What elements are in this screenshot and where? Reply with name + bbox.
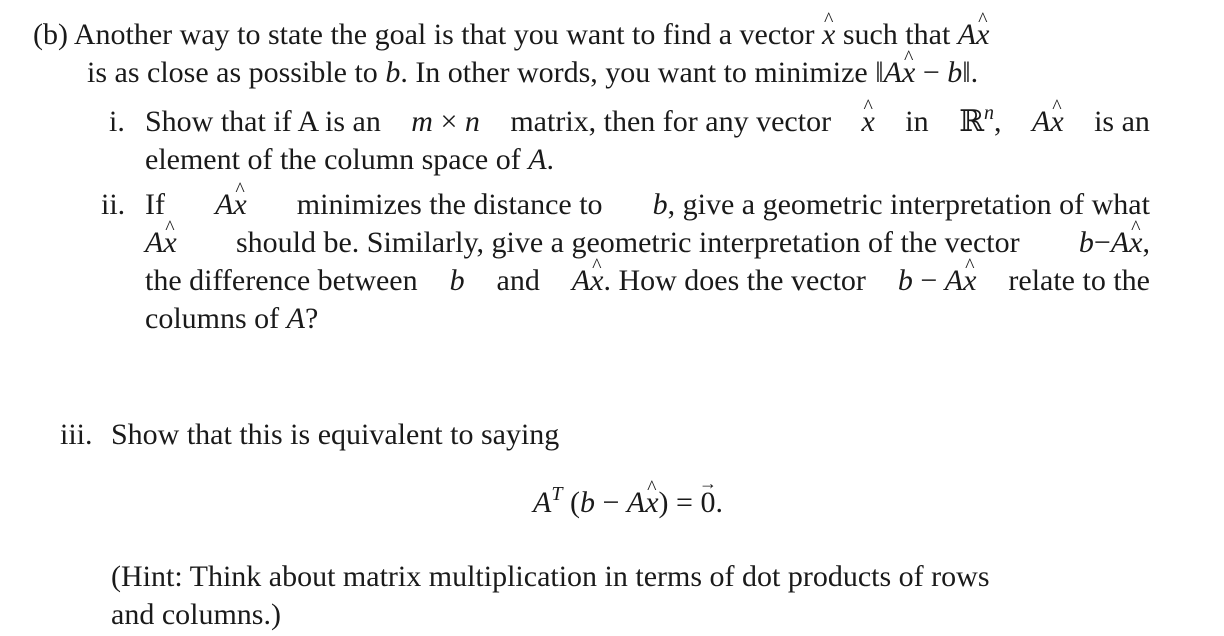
- part-b-label: (b): [33, 18, 68, 51]
- math-xhat: x ^: [822, 16, 835, 54]
- item-marker: ii.: [101, 188, 126, 221]
- hint-line-2: and columns.): [111, 598, 281, 631]
- item-ii-line-3: the difference between b and Ax ^. How does the vector b − Ax ^ relate to the: [145, 262, 1150, 300]
- item-i: [109, 102, 1150, 179]
- zero-vector: 0 →: [700, 484, 715, 522]
- item-i-line-1: Show that if A is an m × n matrix, then for any vector x ^ in ℝ$^n$, Ax ^ is an: [145, 103, 1150, 141]
- item-iii: [60, 416, 1151, 454]
- item-iii-line-1: Show that this is equivalent to saying: [111, 418, 560, 451]
- part-b-line-1: (b) Another way to state the goal is that you want to find a vector x ^ such that Ax ^: [33, 16, 1151, 54]
- math-xhat: x ^: [976, 16, 989, 54]
- item-ii-line-2: Ax ^ should be. Similarly, give a geometric interpretation of the vector b−Ax ^,: [145, 224, 1150, 262]
- hint: [111, 558, 1151, 634]
- item-ii-line-4: columns of A?: [145, 302, 319, 335]
- hint-line-1: (Hint: Think about matrix multiplication in terms of dot products of rows: [111, 560, 990, 593]
- item-marker: iii.: [60, 418, 93, 451]
- item-ii-line-1: If Ax ^ minimizes the distance to b, give a geometric interpretation of what: [145, 186, 1150, 224]
- item-ii: [101, 186, 1150, 338]
- item-marker: i.: [109, 105, 125, 138]
- item-i-line-2: element of the column space of A.: [145, 143, 555, 176]
- part-b-line-2: is as close as possible to b. In other words, you want to minimize ‖Ax ^ − b‖.: [33, 54, 1151, 92]
- display-equation: $A^T$ (b − Ax ^) = 0 →.: [0, 484, 1224, 522]
- part-b: [33, 16, 1151, 92]
